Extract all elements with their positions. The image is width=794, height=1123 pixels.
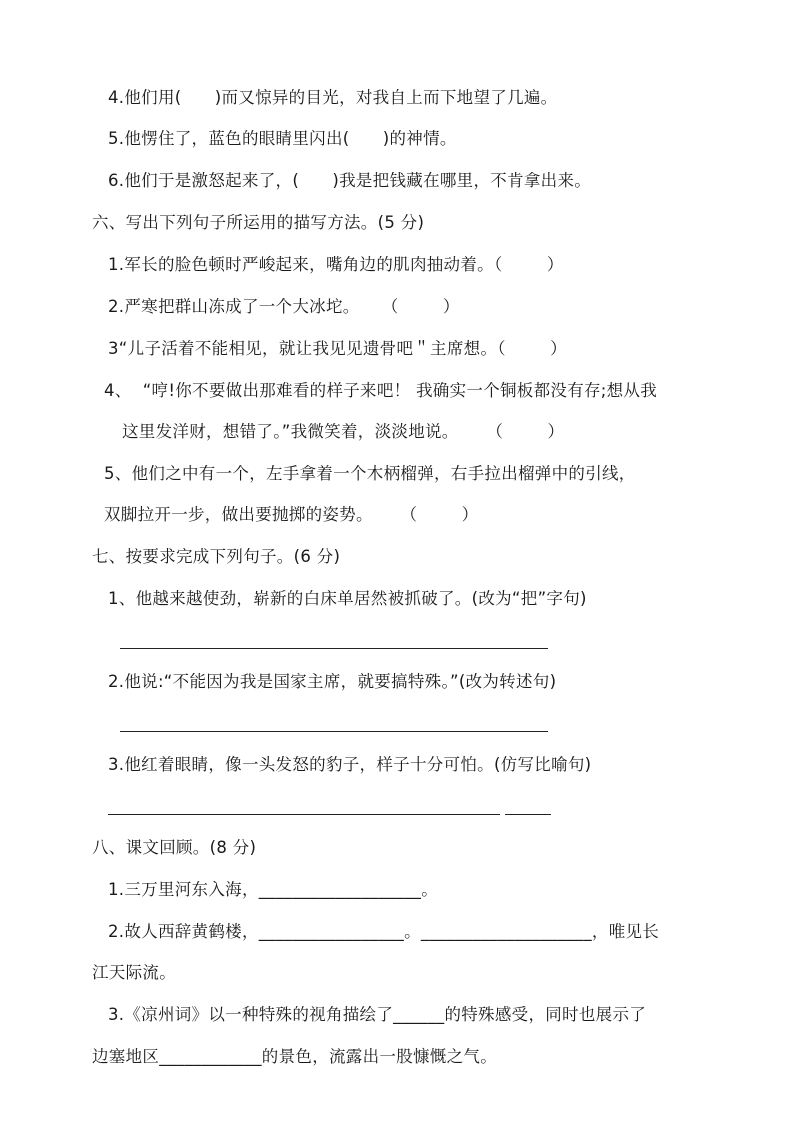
q8-item-3-line2: 边塞地区____________的景色，流露出一股慷慨之气。 xyxy=(92,1047,497,1066)
q8-item-2-line1: 2.故人西辞黄鹤楼，_________________。____________________，唯见长 xyxy=(108,922,660,941)
q6-item-4-line1: 4、 “哼!你不要做出那难看的样子来吧！ 我确实一个铜板都没有存;想从我 xyxy=(104,381,658,400)
q6-item-4-line2: 这里发洋财，想错了。”我微笑着，淡淡地说。 （ ） xyxy=(122,422,565,441)
q7-item-3-answer-line-b[interactable] xyxy=(505,814,551,815)
section-8-heading: 八、课文回顾。(8 分) xyxy=(92,838,257,857)
q5-item-6: 6.他们于是激怒起来了，( )我是把钱藏在哪里，不肯拿出来。 xyxy=(108,171,592,190)
q6-item-1: 1.军长的脸色顿时严峻起来，嘴角边的肌肉抽动着。（ ） xyxy=(108,255,564,274)
q6-item-2: 2.严寒把群山冻成了一个大冰坨。 （ ） xyxy=(108,297,460,316)
q8-item-2-line2: 江天际流。 xyxy=(92,963,176,982)
section-7-heading: 七、按要求完成下列句子。(6 分) xyxy=(92,547,341,566)
q8-item-3-line1: 3.《凉州词》以一种特殊的视角描绘了______的特殊感受，同时也展示了 xyxy=(108,1005,647,1024)
q8-item-1: 1.三万里河东入海，___________________。 xyxy=(108,880,438,899)
q5-item-5: 5.他愣住了，蓝色的眼睛里闪出( )的神情。 xyxy=(108,129,457,148)
q6-item-5-line1: 5、他们之中有一个，左手拿着一个木柄榴弹，右手拉出榴弹中的引线， xyxy=(104,464,636,483)
q7-item-1: 1、他越来越使劲，崭新的白床单居然被抓破了。(改为“把”字句) xyxy=(108,589,587,608)
q7-item-1-answer-line[interactable] xyxy=(120,648,548,649)
section-6-heading: 六、写出下列句子所运用的描写方法。(5 分) xyxy=(92,213,425,232)
q6-item-5-line2: 双脚拉开一步，做出要抛掷的姿势。 （ ） xyxy=(104,505,479,524)
q7-item-3-answer-line-a[interactable] xyxy=(108,814,500,815)
q7-item-3: 3.他红着眼睛，像一头发怒的豹子，样子十分可怕。(仿写比喻句) xyxy=(108,755,592,774)
q6-item-3: 3“儿子活着不能相见，就让我见见遗骨吧＂主席想。（ ） xyxy=(108,339,567,358)
q7-item-2: 2.他说:“不能因为我是国家主席，就要搞特殊。”(改为转述句) xyxy=(108,672,557,691)
q5-item-4: 4.他们用( )而又惊异的目光，对我自上而下地望了几遍。 xyxy=(108,88,558,107)
q7-item-2-answer-line[interactable] xyxy=(120,731,548,732)
